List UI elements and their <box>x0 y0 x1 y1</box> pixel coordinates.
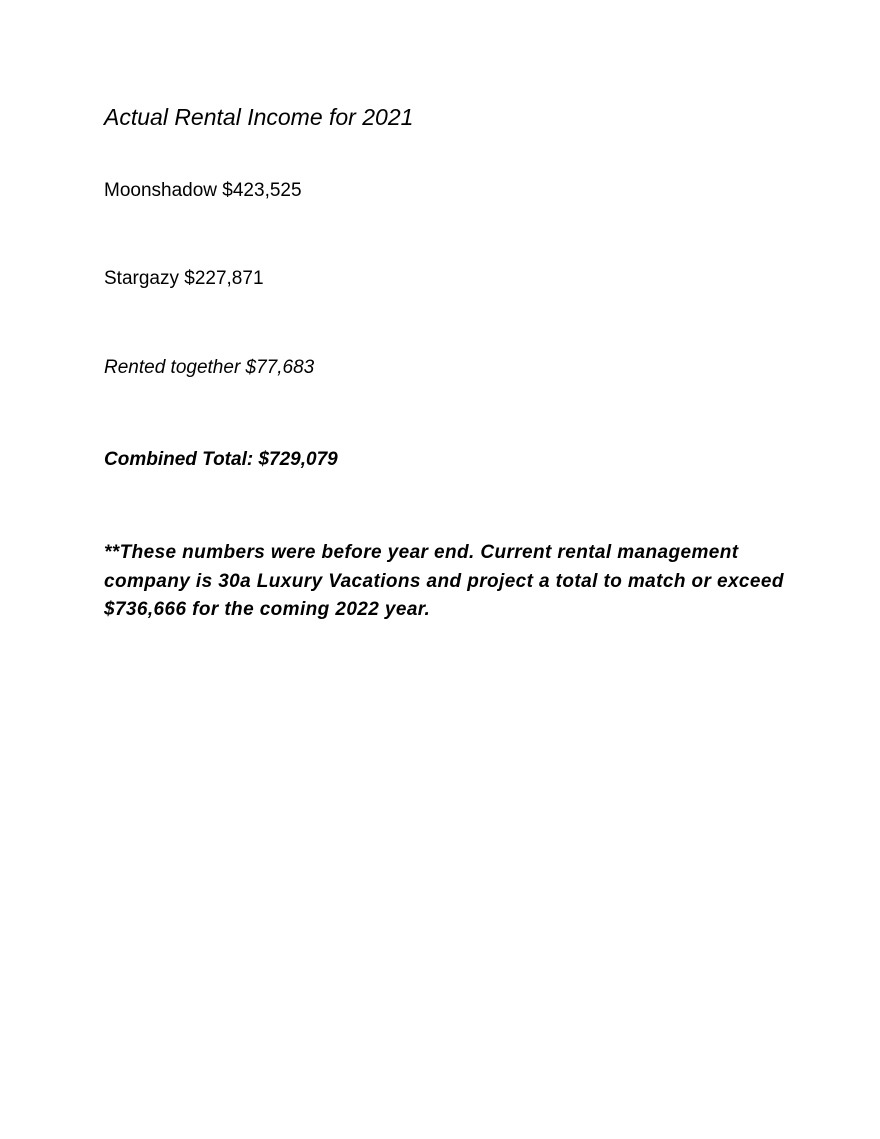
income-line-stargazy: Stargazy $227,871 <box>104 268 264 289</box>
income-line-rented-together: Rented together $77,683 <box>104 357 315 378</box>
income-line-moonshadow: Moonshadow $423,525 <box>104 180 302 201</box>
combined-total: Combined Total: $729,079 <box>104 449 338 470</box>
footnote: **These numbers were before year end. Current rental management company is 30a Luxury Vacations and project a total to match or exceed $736,666 for the coming 2022 year. <box>104 542 784 620</box>
document-title: Actual Rental Income for 2021 <box>104 104 414 130</box>
